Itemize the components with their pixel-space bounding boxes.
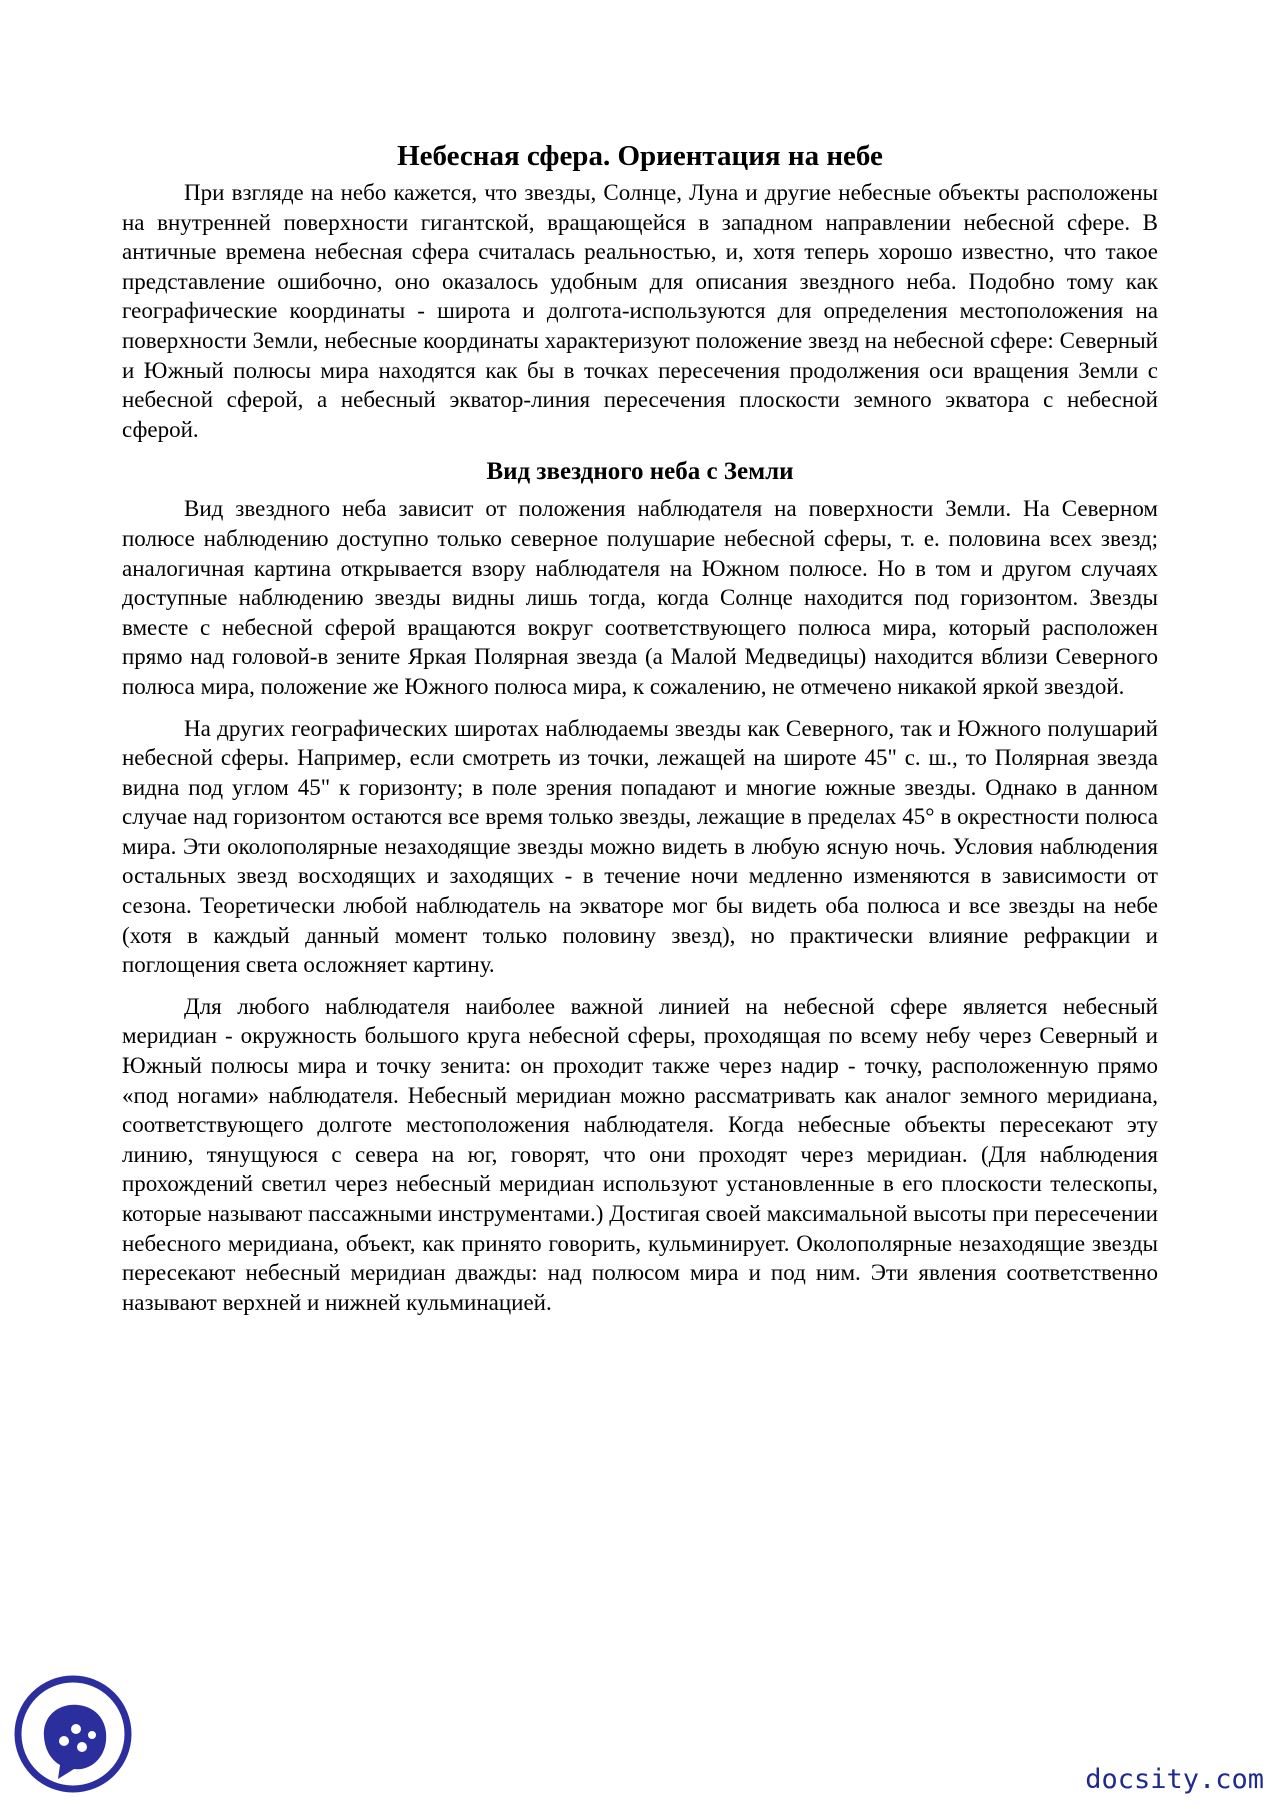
- document-title: Небесная сфера. Ориентация на небе: [397, 140, 883, 172]
- paragraph-2: Вид звездного неба зависит от положения наблюдателя на поверхности Земли. На Северном полюсе наблюдению доступно только северное полушарие небесной сферы, т. е. половина всех звезд; аналогичная картина открывается взору наблюдателя на Южном полюсе. Но в том и другом случаях доступные наблюдению звезды видны лишь тогда, когда Солнце находится под горизонтом. Звезды вместе с небесной сферой вращаются вокруг соответствующего полюса мира, который расположен прямо над головой-в зените Яркая Полярная звезда (а Малой Медведицы) находится вблизи Северного полюса мира, положение же Южного полюса мира, к сожалению, не отмечено никакой яркой звездой.: [122, 496, 1158, 699]
- docsity-watermark[interactable]: docsity.com: [1085, 1764, 1264, 1795]
- section-heading: Вид звездного неба с Земли: [486, 458, 794, 486]
- paragraph-4: Для любого наблюдателя наиболее важной линией на небесной сфере является небесный меридиан - окружность большого круга небесной сферы, проходящая по всему небу через Северный и Южный полюсы мира и точку зенита: он проходит также через надир - точку, расположенную прямо «под ногами» наблюдателя. Небесный меридиан можно рассматривать как аналог земного меридиана, соответствующего долготе местоположения наблюдателя. Когда небесные объекты пересекают эту линию, тянущуюся с севера на юг, говорят, что они проходят через меридиан. (Для наблюдения прохождений светил через небесный меридиан используют установленные в его плоскости телескопы, которые называют пассажными инструментами.) Достигая своей максимальной высоты при пересечении небесного меридиана, объект, как принято говорить, кульминирует. Околополярные незаходящие звезды пересекают небесный меридиан дважды: над полюсом мира и под ним. Эти явления соответственно называют верхней и нижней кульминацией.: [122, 993, 1158, 1315]
- paragraph-1: При взгляде на небо кажется, что звезды, Солнце, Луна и другие небесные объекты расположены на внутренней поверхности гигантской, вращающейся в западном направлении небесной сфере. В античные времена небесная сфера считалась реальностью, и, хотя теперь хорошо известно, что такое представление ошибочно, оно оказалось удобным для описания звездного неба. Подобно тому как географические координаты - широта и долгота-используются для определения местоположения на поверхности Земли, небесные координаты характеризуют положение звезд на небесной сфере: Северный и Южный полюсы мира находятся как бы в точках пересечения продолжения оси вращения Земли с небесной сферой, а небесный экватор-линия пересечения плоскости земного экватора с небесной сферой.: [122, 180, 1158, 442]
- paragraph-3: На других географических широтах наблюдаемы звезды как Северного, так и Южного полушарий небесной сферы. Например, если смотреть из точки, лежащей на широте 45" с. ш., то Полярная звезда видна под углом 45" к горизонту; в поле зрения попадают и многие южные звезды. Однако в данном случае над горизонтом остаются все время только звезды, лежащие в пределах 45° в окрестности полюса мира. Эти околополярные незаходящие звезды можно видеть в любую ясную ночь. Условия наблюдения остальных звезд восходящих и заходящих - в течение ночи медленно изменяются в зависимости от сезона. Теоретически любой наблюдатель на экваторе мог бы видеть оба полюса и все звезды на небе (хотя в каждый данный момент только половину звезд), но практически влияние рефракции и поглощения света осложняет картину.: [122, 715, 1158, 978]
- document-page: [122, 132, 1158, 1329]
- docsity-logo-icon: [14, 1675, 132, 1793]
